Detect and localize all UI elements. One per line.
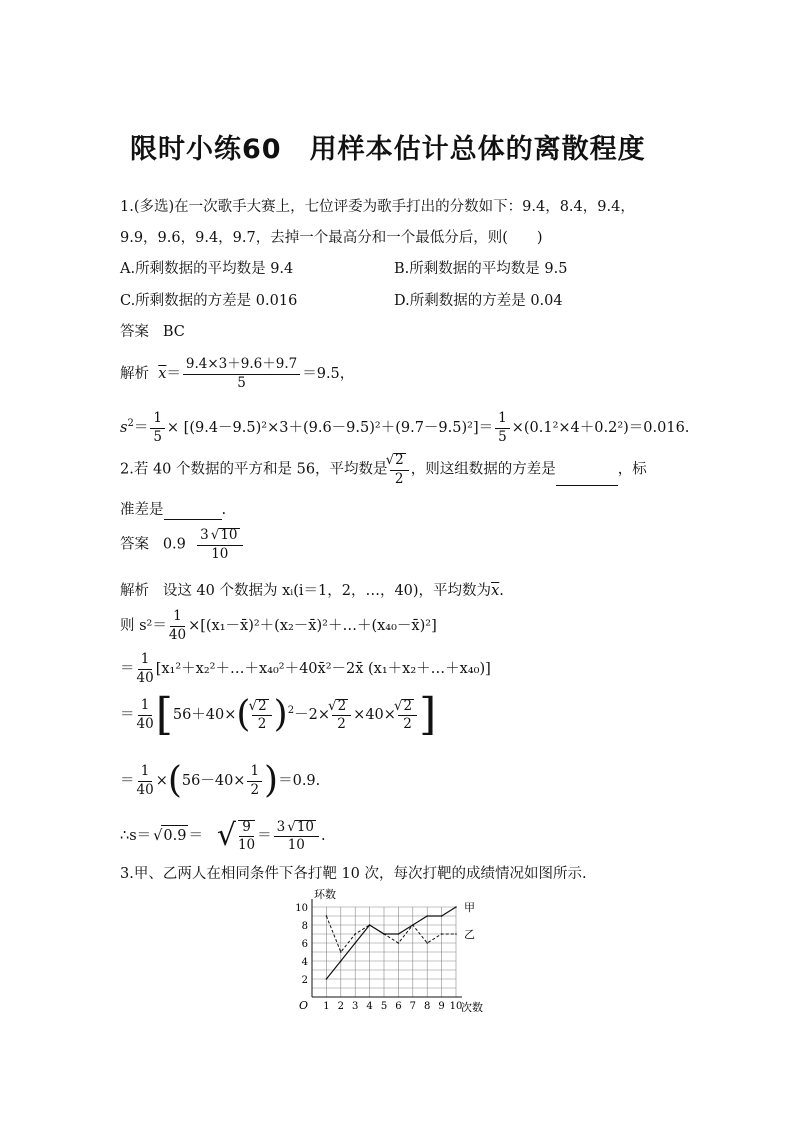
- std-dev-blank: [164, 499, 222, 520]
- q2-analysis-line4: ＝ $\frac{1}{40}$ [56＋40×( √ $\frac{2}{2}$ )$^2$－2× √ $\frac{2}{2}$ ×40× √ $\frac{2}{2}$ ]: [120, 693, 436, 737]
- x-tick-label: 7: [409, 1001, 416, 1012]
- series-1-point: [455, 906, 457, 908]
- q2-stem-line2: 准差是 .: [120, 499, 226, 520]
- page-title: 限时小练60 用样本估计总体的离散程度: [130, 134, 646, 165]
- q1-variance-line: $s^2=$ $\frac{1}{5}$ × [(9.4－9.5)²×3＋(9.6－9.5)²＋(9.7－9.5)²]＝ $\frac{1}{5}$ ×(0.1²×4＋0.2²)＝0.016.: [120, 410, 690, 445]
- q2-answer-row: 答案 0.9 $\frac{3 √ 10}{10}$: [120, 528, 245, 561]
- origin-label: O: [298, 999, 308, 1012]
- q1-option-a: A.所剩数据的平均数是 9.4: [120, 261, 294, 277]
- q2-analysis-line6: ∴s＝ √ 0.9 ＝ √ $\frac{9}{10}$ ＝ $\frac{3 √ 10}{10}$ .: [120, 818, 326, 854]
- series-2-point: [369, 924, 371, 926]
- series-2-point: [340, 951, 342, 953]
- x-tick-label: 1: [323, 1001, 330, 1012]
- y-tick-label: 6: [301, 939, 308, 950]
- var-fraction-1: $\frac{1}{5}$: [150, 412, 165, 444]
- x-tick-label: 3: [352, 1001, 359, 1012]
- series-2-point: [441, 933, 443, 935]
- q1-stem-line1: 1.(多选)在一次歌手大赛上，七位评委为歌手打出的分数如下：9.4，8.4，9.4，: [120, 199, 635, 215]
- q2-analysis-line1: 解析 设这 40 个数据为 xᵢ(i＝1，2，…，40)，平均数为$\overline{x}$.: [120, 583, 504, 599]
- series-1-point: [398, 933, 400, 935]
- mean-symbol: $\overline{x}$: [158, 366, 167, 382]
- q3-stem: 3.甲、乙两人在相同条件下各打靶 10 次，每次打靶的成绩情况如图所示.: [120, 866, 587, 882]
- q2-analysis-line2: 则 s²＝ $\frac{1}{40}$ ×[(x₁－x̄)²＋(x₂－x̄)²＋…＋(x₄₀－x̄)²]: [120, 608, 437, 643]
- series-label-2: 乙: [464, 928, 475, 941]
- series-2-point: [383, 933, 385, 935]
- q2-stem-line1: 2.若 40 个数据的平方和是 56，平均数是 √ $\frac{2}{2}$ ，则这组数据的方差是 ，标: [120, 453, 647, 486]
- answer-std-fraction: $\frac{3 √ 10}{10}$: [197, 528, 242, 561]
- x-tick-label: 9: [438, 1001, 445, 1012]
- series-2-point: [412, 924, 414, 926]
- x-tick-label: 10: [449, 1001, 463, 1012]
- x-tick-label: 8: [424, 1001, 431, 1012]
- y-tick-label: 4: [301, 957, 308, 968]
- x-tick-label: 4: [366, 1001, 373, 1012]
- series-1-point: [354, 942, 356, 944]
- series-2-point: [426, 942, 428, 944]
- series-label-1: 甲: [464, 901, 475, 914]
- q1-option-c: C.所剩数据的方差是 0.016: [120, 293, 298, 309]
- x-axis-label: 次数: [461, 1001, 483, 1012]
- x-tick-label: 2: [337, 1001, 344, 1012]
- q2-analysis-line3: ＝ $\frac{1}{40}$ [x₁²＋x₂²＋…＋x₄₀²＋40x̄²－2x̄ (x₁＋x₂＋…＋x₄₀)]: [120, 651, 491, 686]
- series-2-point: [398, 942, 400, 944]
- y-axis-label: 环数: [314, 888, 336, 901]
- q1-stem-line2: 9.9，9.6，9.4，9.7，去掉一个最高分和一个最低分后，则( ): [120, 230, 543, 246]
- answer-label: 答案: [120, 324, 149, 340]
- mean-sqrt2-over-2: √ $\frac{2}{2}$: [390, 453, 409, 486]
- series-2-point: [354, 933, 356, 935]
- shooting-score-chart: [290, 884, 500, 1012]
- series-1-point: [340, 960, 342, 962]
- q1-option-d: D.所剩数据的方差是 0.04: [394, 293, 563, 309]
- q1-answer-row: [120, 322, 185, 342]
- q1-analysis-mean: 解析 $\overline{x}=$ $\frac{9.4\times 3+9.6+9.7}{5}$ ＝9.5，: [120, 356, 355, 391]
- series-1-point: [426, 915, 428, 917]
- y-tick-label: 8: [301, 921, 308, 932]
- q1-answer: BC: [162, 324, 185, 340]
- y-tick-label: 10: [295, 903, 308, 914]
- variance-blank: [556, 465, 618, 486]
- chart-grid: [312, 907, 456, 997]
- x-tick-label: 5: [380, 1001, 388, 1012]
- series-1-point: [441, 915, 443, 917]
- chart-labels: [295, 887, 483, 1012]
- x-tick-label: 6: [395, 1001, 402, 1012]
- var-fraction-2: $\frac{1}{5}$: [495, 412, 510, 444]
- analysis-label: 解析: [120, 366, 149, 382]
- series-2-point: [326, 915, 328, 917]
- q1-option-b: B.所剩数据的平均数是 9.5: [394, 261, 568, 277]
- mean-fraction: $\frac{9.4\times 3+9.6+9.7}{5}$: [183, 358, 300, 390]
- mean-result: ＝9.5，: [302, 366, 355, 382]
- q2-analysis-line5: ＝ $\frac{1}{40}$ ×(56－40× $\frac{1}{2}$ )＝0.9.: [120, 760, 321, 801]
- series-1-point: [326, 978, 328, 980]
- y-tick-label: 2: [301, 975, 308, 986]
- series-2-point: [455, 933, 457, 935]
- chart-axes: [312, 899, 462, 997]
